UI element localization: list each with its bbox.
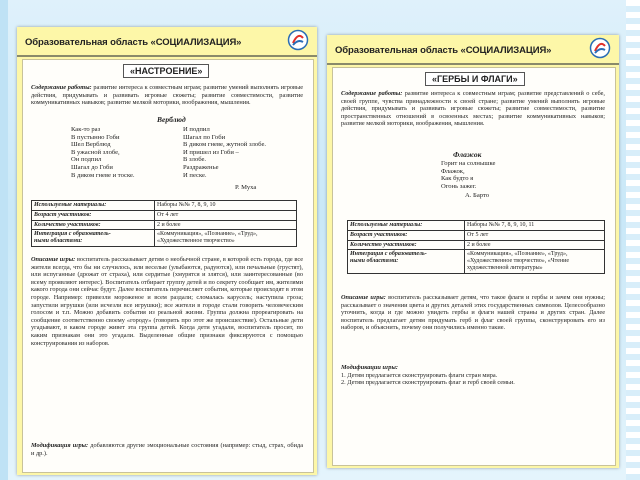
- poem-line: Как-то раз: [71, 126, 101, 133]
- poem-line: В злобе.: [183, 156, 207, 164]
- table-row: [348, 230, 605, 240]
- left-info-table: [31, 200, 297, 247]
- left-page-header: [17, 27, 317, 57]
- right-mod-item: 1. Детям предлагается сконструировать флаги стран мира.: [341, 371, 498, 379]
- poem-line: И песке.: [183, 171, 207, 179]
- right-mod-item: 2. Детям предлагается сконструировать флаг и герб своей семьи.: [341, 379, 515, 387]
- table-key: Количество участников:: [348, 240, 465, 250]
- right-desc-label: Описание игры:: [341, 294, 386, 301]
- table-value: «Коммуникация», «Познание», «Труд», «Художественное творчество»: [155, 230, 297, 247]
- left-description-paragraph: [31, 256, 303, 347]
- table-row: [348, 250, 605, 273]
- right-info-table: [347, 220, 605, 274]
- left-poem-col2: [183, 126, 266, 179]
- right-poem: [441, 160, 495, 190]
- publisher-logo-icon: [287, 29, 309, 51]
- frame-right-border: [626, 0, 640, 480]
- table-value: Наборы №№ 7, 8, 9, 10: [155, 201, 297, 211]
- left-poem-col1: [71, 126, 135, 179]
- right-content-paragraph: [341, 90, 605, 128]
- poem-line: В пустынно Гоби: [71, 133, 120, 141]
- table-value: От 4 лет: [155, 210, 297, 220]
- left-desc-text: воспитатель рассказывает детям о необычной стране, в которой есть города, где все жители всегда, что бы ни случилось, или веселые (улыбаются, радуются), или печальные (грустят), или испуганные (дрожат от страха), или сердитые (хмурятся и злятся), или заинтересованные (во всему проявляют интерес). Воспитатель отбирает группу детей и по секрету сообщает им, жителями какого города они сейчас будут. Далее воспитатель перечисляет события, которые происходят в этом городе. Например: привезли мороженое и всем раздали; сломалась карусель; наступила гроза; запустили игрушки (или исчезли все игрушки); все жители в городе стали говорить человеческим голосом и т.п. Можно добавить события из реальной жизни. Группа должна прореагировать на сообщение соответственно своему «городу» (говорить про этот же происшествие). Остальные дети угадывают, в каком городе живет эта группа детей. Когда дети угадали, воспитатель просит, по каким признакам они это угадали. Выделенные общие признаки фиксируются с помощью конструирования из наборов.: [31, 256, 304, 347]
- poem-line: Как будто я: [441, 175, 474, 183]
- right-poem-author: А. Барто: [465, 192, 490, 199]
- poem-line: В ужасной злобе,: [71, 148, 120, 156]
- poem-line: Раздраженье: [183, 163, 219, 171]
- right-sheet: [332, 67, 616, 466]
- table-key: Интеграция с образователь- ными областями:: [348, 250, 465, 273]
- poem-line: Шагал до Гоби: [71, 163, 113, 171]
- right-desc-text: воспитатель рассказывает детям, что такое флаги и гербы и зачем они нужны; рассказывает о значении цвета и других деталей этих государственных символов. Целесообразно уточнить, когда и где можно увидеть гербы и флаги нашей страны и других стран. Далее воспитатель предлагает детям придумать герб и флаг своей группы, сконструировать его из наборов, и объяснить, почему они получились именно такие.: [341, 294, 606, 332]
- table-value: 2 и более: [465, 240, 605, 250]
- poem-line: В диком гневе и тоске.: [71, 171, 135, 179]
- left-poem-author: Р. Муха: [235, 184, 257, 191]
- right-modification-block: [341, 364, 605, 387]
- left-content-paragraph: [31, 84, 303, 107]
- left-mod-label: Модификация игры:: [31, 442, 89, 449]
- table-row: [32, 230, 297, 247]
- table-row: [32, 201, 297, 211]
- publisher-logo-icon: [589, 37, 611, 59]
- table-value: От 5 лет: [465, 230, 605, 240]
- table-key: Количество участников:: [32, 220, 155, 230]
- left-page: [17, 27, 317, 475]
- table-value: 2 и более: [155, 220, 297, 230]
- table-key: Возраст участников:: [32, 210, 155, 220]
- right-mod-label: Модификации игры:: [341, 364, 398, 371]
- right-description-paragraph: [341, 294, 605, 332]
- left-sheet: [22, 59, 314, 473]
- left-content-text: развитие интереса к совместным играм; развитие умений выполнять игровые действия, придумывать и развивать игровые сюжеты; развитие совместимости, развитие коммуникативных навыков; развитие мелкой моторики, воображения, мышления.: [31, 84, 304, 107]
- table-key: Используемые материалы:: [348, 221, 465, 231]
- right-content-label: Содержание работы:: [341, 90, 403, 97]
- poem-line: Шагал по Гоби: [183, 133, 226, 141]
- poem-line: В диком гневе, жутной злобе.: [183, 141, 267, 149]
- left-content-label: Содержание работы:: [31, 84, 92, 91]
- left-desc-label: Описание игры:: [31, 256, 76, 263]
- table-row: [32, 220, 297, 230]
- poem-line: Огонь зажег.: [441, 182, 477, 190]
- right-poem-title: Флажок: [453, 150, 482, 159]
- table-key: Используемые материалы:: [32, 201, 155, 211]
- right-page: [327, 35, 619, 468]
- right-game-title: «ГЕРБЫ И ФЛАГИ»: [425, 72, 525, 86]
- left-header-text: Образовательная область «СОЦИАЛИЗАЦИЯ»: [25, 37, 242, 48]
- left-game-title: «НАСТРОЕНИЕ»: [123, 64, 209, 78]
- right-content-text: развитие интереса к совместным играм; развитие представлений о себе, своей группе, чувства принадлежности к своей стране; развитие умений выполнять игровые действия, придумывать и развивать игровые сюжеты; развитие совместимости, развитие пространственных отношений в освоенных местах; развитие коммуникативных навыков; развитие мелкой моторики, воображения, мышления.: [341, 90, 606, 128]
- poem-line: И пришел из Гоби –: [183, 148, 239, 156]
- left-poem-title: Верблюд: [157, 115, 186, 124]
- poem-line: И подпил: [183, 126, 210, 133]
- right-header-text: Образовательная область «СОЦИАЛИЗАЦИЯ»: [335, 45, 552, 56]
- table-value: Наборы №№ 7, 8, 9, 10, 11: [465, 221, 605, 231]
- table-key: Интеграция с образователь- ными областями:: [32, 230, 155, 247]
- poem-line: Шел Верблюд: [71, 141, 111, 149]
- poem-line: Флажок,: [441, 167, 465, 175]
- table-row: [32, 210, 297, 220]
- left-mod-text: добавляются другие эмоциональные состояния (например: стыд, страх, обида и др.).: [31, 442, 303, 457]
- left-modification-paragraph: [31, 442, 303, 457]
- poem-line: Он подпил: [71, 156, 102, 164]
- frame-left-border: [0, 0, 8, 480]
- table-value: «Коммуникация», «Познание», «Труд», «Художественное творчество», «Чтение художественной литературы»: [465, 250, 605, 273]
- table-row: [348, 240, 605, 250]
- right-page-header: [327, 35, 619, 65]
- table-key: Возраст участников:: [348, 230, 465, 240]
- table-row: [348, 221, 605, 231]
- poem-line: Горит на солнышке: [441, 160, 496, 167]
